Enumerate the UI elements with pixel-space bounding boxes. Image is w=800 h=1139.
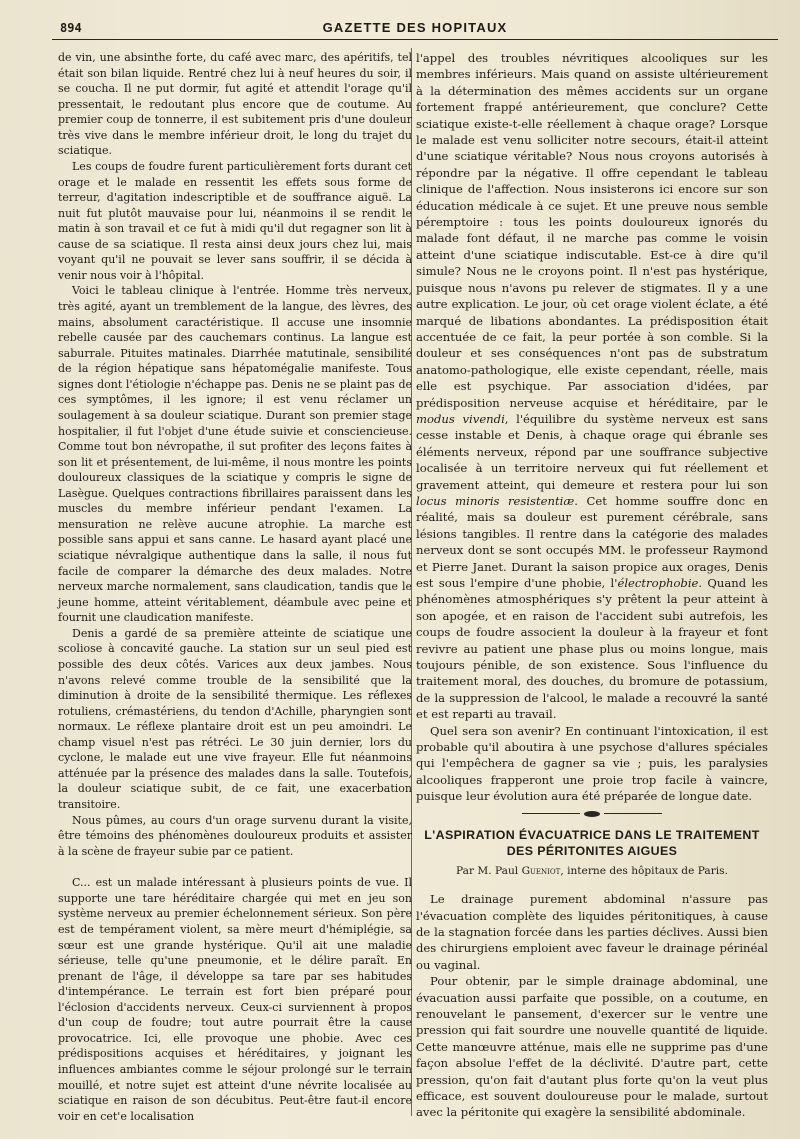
left-column xyxy=(58,50,412,1124)
journal-title: GAZETTE DES HOPITAUX xyxy=(322,20,508,35)
left-paragraph-6: C... est un malade intéressant à plusieurs points de vue. Il supporte une tare héréditaire chargée qui met en jeu son système nerveux au premier échelonnement sérieux. Son père est de tempérament violent, sa mère meurt d'hémiplégie, sa sœur est une grande hystérique. Qu'il ait une maladie sérieuse, telle qu'une pneumonie, et le délire paraît. En prenant de l'âge, il développe sa tare par ses habitudes d'intempérance. Le terrain est fort bien préparé pour l'éclosion d'accidents nerveux. Ceux-ci surviennent à propos d'un coup de foudre; tout autre pourrait être la cause provocatrice. Ici, elle provoque une phobie. Avec ces prédispositions acquises et héréditaires, y joignant les influences ambiantes comme le séjour prolongé sur le terrain mouillé, et notre sujet est atteint d'une névrite localisée au sciatique en raison de son décubitus. Peut-être faut-il encore voir en cet'e localisation xyxy=(58,876,412,1123)
text-run: l'appel des troubles névritiques alcooliques sur les membres inférieurs. Mais quand on assiste ultérieurement à la détermination des mêmes accidents sur un organe fortement frappé antérieurement, que conclure? Cette sciatique existe-t-elle réellement à chaque orage? Lorsque le malade est venu solliciter notre secours, était-il atteint d'une sciatique véritable? Nous nous croyons autorisés à répondre par la négative. Il offre cependant le tableau clinique de l'affection. Nous insisterons ici encore sur son éducation médicale à ce sujet. Et une preuve nous semble péremptoire : tous les points douloureux ignorés du malade font défaut, il ne marche pas comme le voisin atteint d'une sciatique indiscutable. Est-ce à dire qu'il simule? Nous ne le croyons point. Il n'est pas hystérique, puisque nous n'avons pu relever de stigmates. Il y a une autre explication. Le jour, où cet orage violent éclate, a été marqué de libations abondantes. La prédisposition était accentuée de ce fait, la peur portée à son comble. Si la douleur et ses conséquences n'ont pas de substratum anatomo-pathologique, elle existe cependant, réelle, mais elle est psychique. Par association d'idées, par prédisposition nerveuse acquise et héréditaire, par le xyxy=(416,51,768,410)
italic-term-electrophobie: électrophobie xyxy=(617,576,699,590)
text-run: . Quand les phénomènes atmosphériques s'y prêtent la peur atteint à son apogée, et en raison de l'accident subi autrefois, les coups de foudre associent la douleur à la frayeur et font revivre au patient une phase plus ou moins longue, mais toujours pénible, de son existence. Sous l'influence du traitement moral, des douches, du bromure de potassium, de la suppression de l'alcool, le malade a recouvré la santé et est reparti au travail. xyxy=(416,576,768,722)
left-paragraph-1: de vin, une absinthe forte, du café avec marc, des apéritifs, tel était son bilan liquide. Rentré chez lui à neuf heures du soir, il se coucha. Il ne put dormir, fut agité et attendit l'orage qu'il pressentait, le redoutant plus encore que de coutume. Au premier coup de tonnerre, il est subitement pris d'une douleur très vive dans le membre inférieur droit, le long du trajet du sciatique. xyxy=(58,51,412,158)
section-ornament xyxy=(522,811,662,817)
italic-term-modus-vivendi: modus vivendi xyxy=(416,411,505,426)
byline-suffix: , interne des hôpitaux de Paris. xyxy=(560,864,728,877)
article-paragraph-1: Le drainage purement abdominal n'assure pas l'évacuation complète des liquides péritonitiques, à cause de la stagnation forcée dans les parties déclives. Aussi bien des chirurgiens emploient avec faveur le drainage périnéal ou vaginal. xyxy=(416,892,768,972)
right-column xyxy=(416,50,768,1121)
page-number: 894 xyxy=(60,21,82,35)
article-byline xyxy=(416,863,768,879)
left-paragraph-3: Voici le tableau clinique à l'entrée. Homme très nerveux, très agité, ayant un tremblement de la langue, des lèvres, des mains, absolument caractéristique. Il accuse une insomnie rebelle causée par des cauchemars continus. La langue est saburrale. Pituites matinales. Diarrhée matutinale, sensibilité de la région hépatique sans hépatomégalie manifeste. Tous signes dont l'étiologie n'échappe pas. Denis ne se plaint pas de ces symptômes, il les ignore; il est venu réclamer un soulagement à sa douleur sciatique. Durant son premier stage hospitalier, il fut l'objet d'une étude suivie et consciencieuse. Comme tout bon névropathe, il sut profiter des leçons faites à son lit et présentement, de lui-même, il nous montre les points douloureux classiques de la sciatique y compris le signe de Lasègue. Quelques contractions fibrillaires paraissent dans les muscles du membre inférieur pendant l'examen. La mensuration ne relève aucune atrophie. La marche est possible sans appui et sans canne. Le hasard ayant placé une sciatique névralgique authentique dans la salle, il nous fut facile de comparer la démarche des deux malades. Notre nerveux marche normalement, sans claudication, tandis que le jeune homme, atteint véritablement, déambule avec peine et fournit une claudication manifeste. xyxy=(58,284,412,625)
article-title-line-2: DES PÉRITONITES AIGUES xyxy=(506,843,678,858)
article-title xyxy=(416,827,768,859)
byline-prefix: Par M. Paul xyxy=(456,864,522,877)
article-title-line-1: L'ASPIRATION ÉVACUATRICE DANS LE TRAITEMENT xyxy=(424,827,760,842)
text-run: . Cet homme souffre donc en réalité, mais sa douleur est purement cérébrale, sans lésions tangibles. Il rentre dans la catégorie des malades nerveux dont se sont occupés MM. le professeur Raymond et Pierre Janet. Durant la saison propice aux orages, Denis est sous l'empire d'une phobie, l' xyxy=(416,493,768,590)
left-paragraph-5: Nous pûmes, au cours d'un orage survenu durant la visite, être témoins des phénomènes douloureux produits et assister à la scène de frayeur subie par ce patient. xyxy=(58,813,412,858)
italic-term-locus: locus minoris resistentiæ xyxy=(416,493,575,508)
byline-author: Gueniot xyxy=(521,864,561,877)
left-paragraph-2: Les coups de foudre furent particulièrement forts durant cet orage et le malade en ressentit les effets sous forme de terreur, d'agitation indescriptible et de souffrance aiguë. La nuit fut plutôt mauvaise pour lui, néanmoins il se rendit le matin à son travail et ce fut à midi qu'il dut regagner son lit à cause de sa sciatique. Il resta ainsi deux jours chez lui, mais voyant qu'il ne pouvait se lever sans souffrir, il se décida à venir nous voir à l'hôpital. xyxy=(58,159,412,282)
left-paragraph-4: Denis a gardé de sa première atteinte de sciatique une scoliose à concavité gauche. La station sur un seul pied est possible des deux côtés. Varices aux deux jambes. Nous n'avons relevé comme trouble de la sensibilité que la diminution à droite de la sensibilité thermique. Les réflexes rotuliens, crémastériens, du tendon d'Achille, pharyngien sont normaux. Le réflexe plantaire droit est un peu amoindri. Le champ visuel n'est pas rétréci. Le 30 juin dernier, lors du cyclone, le malade eut une vive frayeur. Elle fut néanmoins atténuée par la présence des malades dans la salle. Toutefois, la douleur sciatique subit, de ce fait, une exacerbation transitoire. xyxy=(58,626,412,811)
ornament-line xyxy=(604,813,662,814)
ornament-line xyxy=(522,813,580,814)
article-paragraph-2: Pour obtenir, par le simple drainage abdominal, une évacuation aussi parfaite que possible, on a coutume, en renouvelant le pansement, d'exercer sur le ventre une pression qui fait sourdre une nouvelle quantité de liquide. Cette manœuvre atténue, mais elle ne supprime pas d'une façon absolue l'effet de la déclivité. D'autre part, cette pression, qu'on fait d'autant plus forte qu'on la veut plus efficace, est souvent douloureuse pour le malade, surtout avec la péritonite qui exagère la sensibilité abdominale. xyxy=(416,974,768,1120)
right-paragraph-2: Quel sera son avenir? En continuant l'intoxication, il est probable qu'il aboutira à une psychose d'allures spéciales qui l'empêchera de gagner sa vie ; puis, les paralysies alcooliques frapperont une proie trop facile à vaincre, puisque leur évolution aura été préparée de longue date. xyxy=(416,723,768,804)
ornament-center xyxy=(584,811,600,817)
right-paragraph-1 xyxy=(416,50,768,723)
page-header xyxy=(52,18,778,40)
text-run: , l'équilibre du système nerveux est sans cesse instable et Denis, à chaque orage qui ébranle ses éléments nerveux, répond par une souffrance subjective localisée à un territoire nerveux qui fut réellement et gravement atteint, qui demeure et restera pour lui son xyxy=(416,411,768,492)
